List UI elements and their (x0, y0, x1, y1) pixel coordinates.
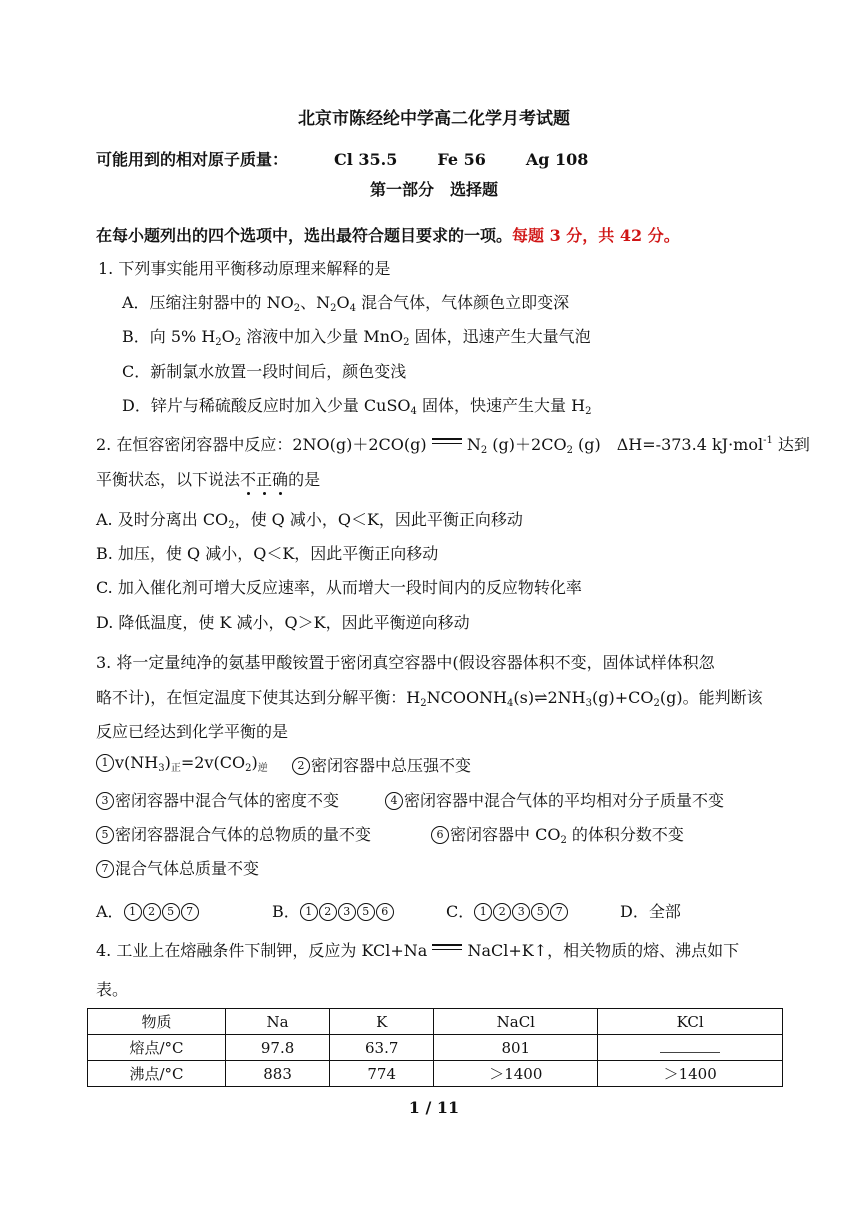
q1-option-a: A．压缩注射器中的 $NO_2$、$N_2O_4$ 混合气体，气体颜色立即变深 (122, 293, 570, 314)
q4-stem-line2: 表。 (96, 980, 129, 999)
atomic-masses-line (96, 147, 628, 170)
table-cell: 沸点/°C (88, 1061, 226, 1087)
q2-option-a: A. 及时分离出 $CO_2$，使 Q 减小，Q＜K，因此平衡正向移动 (96, 510, 523, 531)
section-title: 第一部分 选择题 (369, 180, 498, 199)
q3-condition-3: 3 密闭容器中混合气体的密度不变 (96, 788, 339, 811)
page-title: 北京市陈经纶中学高二化学月考试题 (298, 109, 570, 129)
atomic-mass-fe: Fe 56 (437, 150, 486, 169)
atomic-masses-label: 可能用到的相对原子质量： (96, 150, 289, 169)
table-row (88, 1035, 783, 1061)
table-cell: 801 (434, 1035, 598, 1061)
q3-stem-line1: 3. 将一定量纯净的氨基甲酸铵置于密闭真空容器中(假设容器体积不变，固体试样体积忽 (96, 653, 715, 672)
page-number: 1 / 11 (408, 1098, 460, 1117)
section-instruction: 在每小题列出的四个选项中，选出最符合题目要求的一项。每题 3 分，共 42 分。 (96, 226, 680, 245)
table-header-cell: K (330, 1009, 434, 1035)
q2-option-d: D. 降低温度，使 K 减小，Q＞K，因此平衡逆向移动 (96, 613, 470, 632)
table-cell: ＞1400 (434, 1061, 598, 1087)
atomic-mass-ag: Ag 108 (525, 150, 589, 169)
q2-option-b: B. 加压，使 Q 减小，Q＜K，因此平衡正向移动 (96, 544, 439, 563)
score-note: 每题 3 分，共 42 分。 (512, 226, 680, 245)
table-row (88, 1061, 783, 1087)
q3-stem-line2: 略不计)，在恒定温度下使其达到分解平衡：$H_2NCOONH_4(s)\rightleftharpoons 2NH_3(g)+CO_2(g)$。能判断该 (96, 688, 763, 709)
q4-stem-line1: 4. 工业上在熔融条件下制钾，反应为 KCl+Na NaCl+K↑，相关物质的熔、沸点如下 (96, 941, 740, 960)
q1-option-c: C．新制氯水放置一段时间后，颜色变浅 (122, 362, 407, 381)
table-cell: ＞1400 (598, 1061, 783, 1087)
table-header-cell: NaCl (434, 1009, 598, 1035)
table-cell: 63.7 (330, 1035, 434, 1061)
q3-stem-line3: 反应已经达到化学平衡的是 (96, 722, 289, 741)
q1-option-b: B．向 5% $H_2O_2$ 溶液中加入少量 MnO$_2$ 固体，迅速产生大量气泡 (122, 327, 591, 348)
q3-choice-c: C． 1 2 3 5 7 (446, 899, 569, 922)
q3-condition-6: 6 密闭容器中 $CO_2$ 的体积分数不变 (431, 822, 684, 846)
q2-stem-line1: 2. 在恒容密闭容器中反应：2NO(g)＋2CO(g) $N_2$ $(g)+2CO_2$ (g) ΔH=-373.4 kJ·mol$^{-1}$ 达到 (96, 435, 810, 456)
q3-condition-2: 2 密闭容器中总压强不变 (292, 753, 471, 776)
q3-condition-7: 7 混合气体总质量不变 (96, 856, 259, 879)
equilibrium-arrow-icon (432, 436, 462, 448)
q3-condition-1: 1 $v(NH_3)_正=2v(CO_2)_逆$ (96, 753, 268, 774)
q3-condition-5: 5 密闭容器混合气体的总物质的量不变 (96, 822, 371, 845)
equilibrium-arrow-icon (432, 942, 462, 954)
table-cell: 774 (330, 1061, 434, 1087)
table-cell-blank (598, 1035, 783, 1061)
q3-choice-d: D．全部 (620, 902, 681, 921)
q2-option-c: C. 加入催化剂可增大反应速率，从而增大一段时间内的反应物转化率 (96, 578, 582, 597)
properties-table (87, 1008, 783, 1087)
atomic-mass-cl: Cl 35.5 (334, 150, 398, 169)
table-header-cell: Na (226, 1009, 330, 1035)
q3-condition-4: 4 密闭容器中混合气体的平均相对分子质量不变 (385, 788, 724, 811)
q1-stem: 1. 下列事实能用平衡移动原理来解释的是 (98, 259, 391, 278)
q3-choice-a: A． 1 2 5 7 (96, 899, 200, 922)
table-cell: 883 (226, 1061, 330, 1087)
table-header-row (88, 1009, 783, 1035)
table-header-cell: 物质 (88, 1009, 226, 1035)
q1-option-d: D．锌片与稀硫酸反应时加入少量 CuSO$_4$ 固体，快速产生大量 $H_2$ (122, 396, 592, 417)
blank-line (660, 1042, 720, 1053)
table-cell: 97.8 (226, 1035, 330, 1061)
table-header-cell: KCl (598, 1009, 783, 1035)
q2-stem-line2: 平衡状态，以下说法不正确的是 (96, 470, 321, 489)
table-cell: 熔点/°C (88, 1035, 226, 1061)
q3-choice-b: B． 1 2 3 5 6 (272, 899, 395, 922)
